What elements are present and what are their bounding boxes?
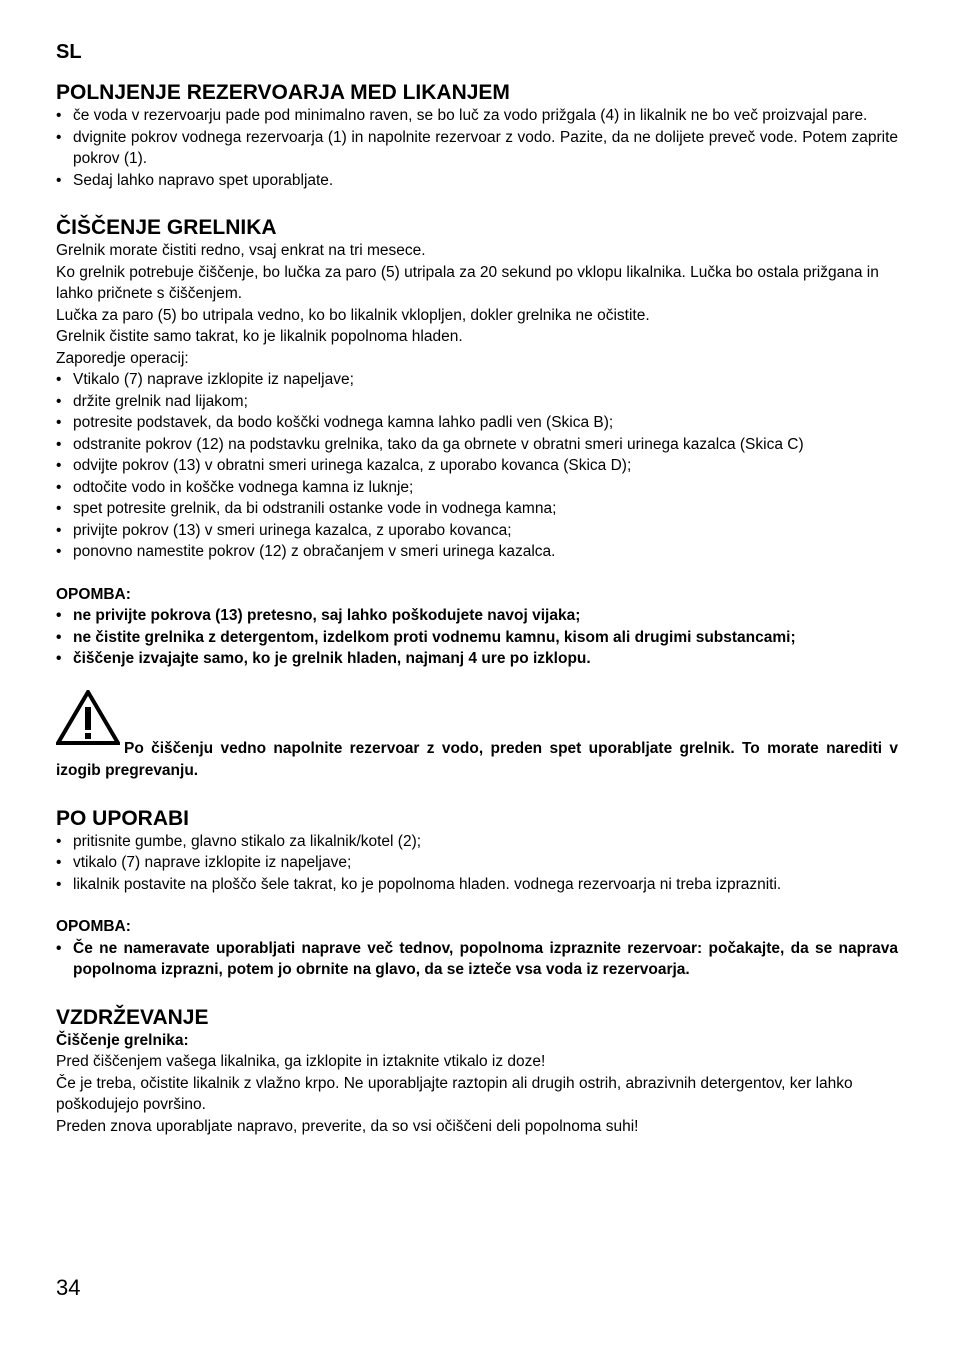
bullet-icon: • [56, 832, 62, 850]
bullet-icon: • [56, 650, 62, 667]
bullet-icon: • [56, 435, 62, 453]
paragraph: Zaporedje operacij: [56, 349, 189, 367]
step-item [56, 369, 898, 391]
step-text: odvijte pokrov (13) v obratni smeri urinega kazalca, z uporabo kovanca (Skica D); [73, 457, 632, 474]
bullet-icon: • [56, 543, 62, 560]
step-text: odstranite pokrov (12) na podstavku grelnika, tako da ga obrnete v obratni smeri urinega kazalca (Skica C) [73, 435, 804, 453]
bullet-icon: • [56, 457, 62, 474]
section-cleaning [56, 215, 898, 782]
bullet-icon: • [56, 939, 62, 957]
bullet-icon: • [56, 478, 62, 496]
step-text: privijte pokrov (13) v smeri urinega kazalca, z uporabo kovanca; [73, 521, 512, 539]
paragraph: Grelnik čistite samo takrat, ko je likalnik popolnoma hladen. [56, 328, 463, 345]
bullet-icon: • [56, 607, 62, 624]
step-text: Vtikalo (7) naprave izklopite iz napeljave; [73, 371, 354, 388]
step-item [56, 520, 898, 542]
paragraph: Grelnik morate čistiti redno, vsaj enkrat na tri mesece. [56, 242, 426, 259]
step-item [56, 434, 898, 456]
section-title: ČIŠČENJE GRELNIKA [56, 216, 277, 239]
list-item-text: pritisnite gumbe, glavno stikalo za likalnik/kotel (2); [73, 832, 422, 850]
step-item [56, 541, 898, 563]
list-item [56, 874, 898, 896]
note-item [56, 648, 898, 670]
bullet-list [56, 831, 898, 896]
paragraph: Pred čiščenjem vašega likalnika, ga izklopite in iztaknite vtikalo iz doze! [56, 1053, 546, 1070]
bullet-icon: • [56, 171, 62, 189]
section-maintenance [56, 1005, 898, 1138]
bullet-icon: • [56, 500, 62, 517]
step-item [56, 391, 898, 413]
bullet-icon: • [56, 371, 62, 388]
list-item [56, 127, 898, 170]
note-item [56, 938, 898, 981]
note-item [56, 627, 898, 649]
step-item [56, 477, 898, 499]
notes-list [56, 938, 898, 981]
bullet-icon: • [56, 128, 62, 146]
section-after-use [56, 806, 898, 981]
bullet-list [56, 105, 898, 191]
list-item-text: vtikalo (7) naprave izklopite iz napeljave; [73, 854, 352, 871]
note-label: OPOMBA: [56, 585, 131, 603]
bullet-icon: • [56, 521, 62, 539]
page-number: 34 [56, 1275, 81, 1300]
warning-block [56, 738, 898, 782]
list-item [56, 852, 898, 874]
step-item [56, 498, 898, 520]
bullet-icon: • [56, 414, 62, 431]
step-text: držite grelnik nad lijakom; [73, 392, 248, 410]
paragraph: Lučka za paro (5) bo utripala vedno, ko bo likalnik vklopljen, dokler grelnika ne očistite. [56, 306, 650, 324]
step-text: potresite podstavek, da bodo koščki vodnega kamna lahko padli ven (Skica B); [73, 414, 614, 431]
warning-text: Po čiščenju vedno napolnite rezervoar z vodo, preden spet uporabljate grelnik. To morate narediti v izogib pregrevanju. [56, 739, 898, 779]
section-refill [56, 80, 898, 191]
subsection-title: Čiščenje grelnika: [56, 1031, 189, 1049]
list-item-text: Sedaj lahko napravo spet uporabljate. [73, 171, 334, 189]
notes-list [56, 605, 898, 670]
step-item [56, 412, 898, 434]
step-text: ponovno namestite pokrov (12) z obračanjem v smeri urinega kazalca. [73, 543, 556, 560]
bullet-icon: • [56, 392, 62, 410]
list-item-text: dvignite pokrov vodnega rezervoarja (1) in napolnite rezervoar z vodo. Pazite, da ne dolijete preveč vode. Potem zaprite pokrov (1). [73, 128, 898, 167]
section-title: VZDRŽEVANJE [56, 1005, 209, 1029]
list-item [56, 170, 898, 192]
document-content [56, 80, 898, 1137]
note-text: Če ne nameravate uporabljati naprave več tednov, popolnoma izpraznite rezervoar: počakajte, da se naprava popolnoma izprazni, potem jo obrnite na glavo, da se izteče vsa voda iz rezervoarja. [73, 939, 898, 978]
list-item [56, 831, 898, 853]
paragraph: Če je treba, očistite likalnik z vlažno krpo. Ne uporabljajte raztopin ali drugih ostrih, abrazivnih detergentov, ker lahko poškodujejo površino. [56, 1074, 853, 1113]
paragraph: Ko grelnik potrebuje čiščenje, bo lučka za paro (5) utripala za 20 sekund po vklopu likalnika. Lučka bo ostala prižgana in lahko pričnete s čiščenjem. [56, 263, 879, 302]
paragraph: Preden znova uporabljate napravo, preverite, da so vsi očiščeni deli popolnoma suhi! [56, 1117, 639, 1135]
list-item-text: likalnik postavite na ploščo šele takrat, ko je popolnoma hladen. vodnega rezervoarja ni treba izprazniti. [73, 875, 782, 893]
language-code: SL [56, 41, 82, 63]
warning-icon [56, 690, 120, 746]
step-text: odtočite vodo in koščke vodnega kamna iz luknje; [73, 478, 414, 496]
section-title: PO UPORABI [56, 806, 190, 830]
section-title: POLNJENJE REZERVOARJA MED LIKANJEM [56, 81, 510, 104]
step-text: spet potresite grelnik, da bi odstranili ostanke vode in vodnega kamna; [73, 500, 557, 517]
list-item-text: če voda v rezervoarju pade pod minimalno raven, se bo luč za vodo prižgala (4) in likalnik ne bo več proizvajal pare. [73, 107, 868, 124]
step-item [56, 455, 898, 477]
bullet-icon: • [56, 875, 62, 893]
note-label: OPOMBA: [56, 918, 131, 935]
bullet-icon: • [56, 854, 62, 871]
bullet-icon: • [56, 107, 62, 124]
note-item [56, 605, 898, 627]
note-text: ne čistite grelnika z detergentom, izdelkom proti vodnemu kamnu, kisom ali drugimi substancami; [73, 628, 796, 646]
note-text: ne privijte pokrova (13) pretesno, saj lahko poškodujete navoj vijaka; [73, 607, 581, 624]
bullet-icon: • [56, 628, 62, 646]
list-item [56, 105, 898, 127]
steps-list [56, 369, 898, 563]
note-text: čiščenje izvajajte samo, ko je grelnik hladen, najmanj 4 ure po izklopu. [73, 650, 591, 667]
